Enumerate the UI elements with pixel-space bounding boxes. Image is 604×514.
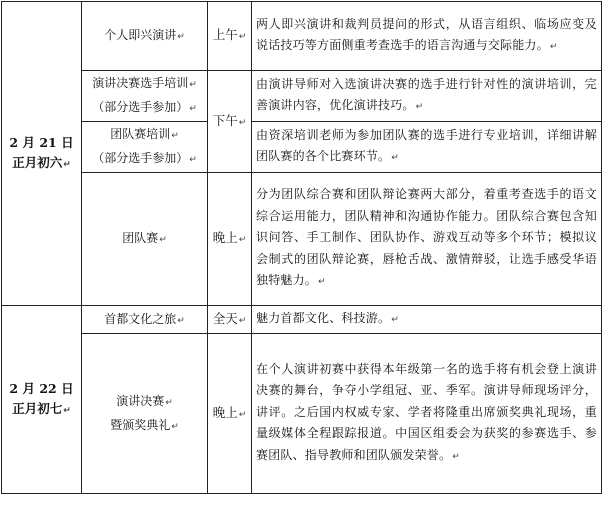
description-text: 魅力首都文化、科技游。	[256, 310, 391, 325]
paragraph-mark-icon: ↵	[318, 277, 326, 288]
paragraph-mark-icon: ↵	[391, 314, 399, 325]
description-text: 由资深培训老师为参加团队赛的选手进行专业培训，详细讲解团队赛的各个比赛环节。	[256, 127, 597, 163]
paragraph-mark-icon: ↵	[549, 42, 558, 52]
date-cell	[2, 306, 82, 494]
table-row	[2, 173, 602, 306]
description-text: 分为团队综合赛和团队辩论赛两大部分，着重考查选手的语文综合运用能力，团队精神和沟通协作能力。团队综合赛包含知识问答、手工制作、团队协作、游戏互动等多个环节；模拟议会制式的团队辩论赛，唇枪舌战、激情辩驳，让选手感受华语独特魅力。	[256, 187, 597, 288]
event-cell	[82, 306, 208, 334]
event-name: 演讲决赛选手培训	[92, 76, 189, 90]
time-cell	[208, 2, 252, 71]
description-cell	[252, 122, 602, 173]
paragraph-mark-icon: ↵	[238, 32, 247, 42]
paragraph-mark-icon: ↵	[63, 159, 71, 170]
description-cell	[252, 71, 602, 122]
event-note: 暨颁奖典礼	[110, 417, 171, 432]
time-cell	[208, 306, 252, 334]
event-note: （部分选手参加）	[92, 100, 189, 114]
description-text: 在个人演讲初赛中获得本年级第一名的选手将有机会登上演讲决赛的舞台，争夺小学组冠、亚、季军。演讲导师现场评分，讲评。之后国内权威专家、学者将隆重出席颁奖典礼现场，重量级媒体全程跟踪报道。中国区组委会为获奖的参赛选手、参赛团队、指导教师和团队颁发荣誉。	[256, 361, 597, 462]
description-cell	[252, 306, 602, 334]
time-label: 上午	[212, 27, 238, 42]
event-name: 团队赛培训	[110, 127, 171, 141]
lunar-date-label: 正月初六	[12, 154, 63, 170]
paragraph-mark-icon: ↵	[189, 80, 197, 90]
paragraph-mark-icon: ↵	[177, 32, 185, 42]
time-label: 全天	[212, 310, 238, 326]
lunar-date-label: 正月初七	[12, 400, 63, 416]
table-row	[2, 334, 602, 494]
paragraph-mark-icon: ↵	[165, 397, 173, 408]
table-row	[2, 306, 602, 334]
table-row	[2, 122, 602, 173]
description-cell	[252, 2, 602, 71]
paragraph-mark-icon: ↵	[452, 451, 460, 462]
description-text: 两人即兴演讲和裁判员提问的形式，从语言组织、临场应变及说话技巧等方面侧重考查选手的语言沟通与交际能力。	[256, 16, 597, 52]
event-cell	[82, 173, 208, 306]
paragraph-mark-icon: ↵	[415, 102, 424, 112]
time-cell	[208, 71, 252, 173]
event-name: 个人即兴演讲	[104, 28, 177, 42]
description-text: 由演讲导师对入选演讲决赛的选手进行针对性的演讲培训，完善演讲内容，优化演讲技巧。	[256, 76, 597, 112]
time-cell	[208, 173, 252, 306]
event-name: 演讲决赛	[116, 393, 165, 408]
description-cell	[252, 334, 602, 494]
date-label: 2 月 21 日	[9, 134, 74, 150]
event-cell	[82, 71, 208, 122]
paragraph-mark-icon: ↵	[391, 153, 399, 163]
paragraph-mark-icon: ↵	[171, 421, 179, 432]
time-cell	[208, 334, 252, 494]
paragraph-mark-icon: ↵	[238, 315, 247, 326]
paragraph-mark-icon: ↵	[159, 235, 167, 245]
event-name: 首都文化之旅	[104, 311, 177, 326]
paragraph-mark-icon: ↵	[189, 155, 197, 165]
paragraph-mark-icon: ↵	[238, 235, 247, 245]
table-row	[2, 71, 602, 122]
event-note: （部分选手参加）	[92, 151, 189, 165]
paragraph-mark-icon: ↵	[171, 131, 179, 141]
event-name: 团队赛	[122, 231, 159, 245]
description-cell	[252, 173, 602, 306]
time-label: 下午	[212, 112, 238, 128]
paragraph-mark-icon: ↵	[177, 315, 185, 326]
time-label: 晚上	[212, 230, 238, 245]
table-row	[2, 2, 602, 71]
event-cell	[82, 334, 208, 494]
paragraph-mark-icon: ↵	[238, 409, 247, 420]
time-label: 晚上	[212, 404, 238, 420]
date-label: 2 月 22 日	[9, 380, 74, 396]
paragraph-mark-icon: ↵	[238, 117, 247, 128]
schedule-table	[1, 1, 602, 494]
date-cell	[2, 2, 82, 306]
paragraph-mark-icon: ↵	[189, 104, 197, 114]
paragraph-mark-icon: ↵	[63, 405, 71, 416]
event-cell	[82, 122, 208, 173]
event-cell	[82, 2, 208, 71]
